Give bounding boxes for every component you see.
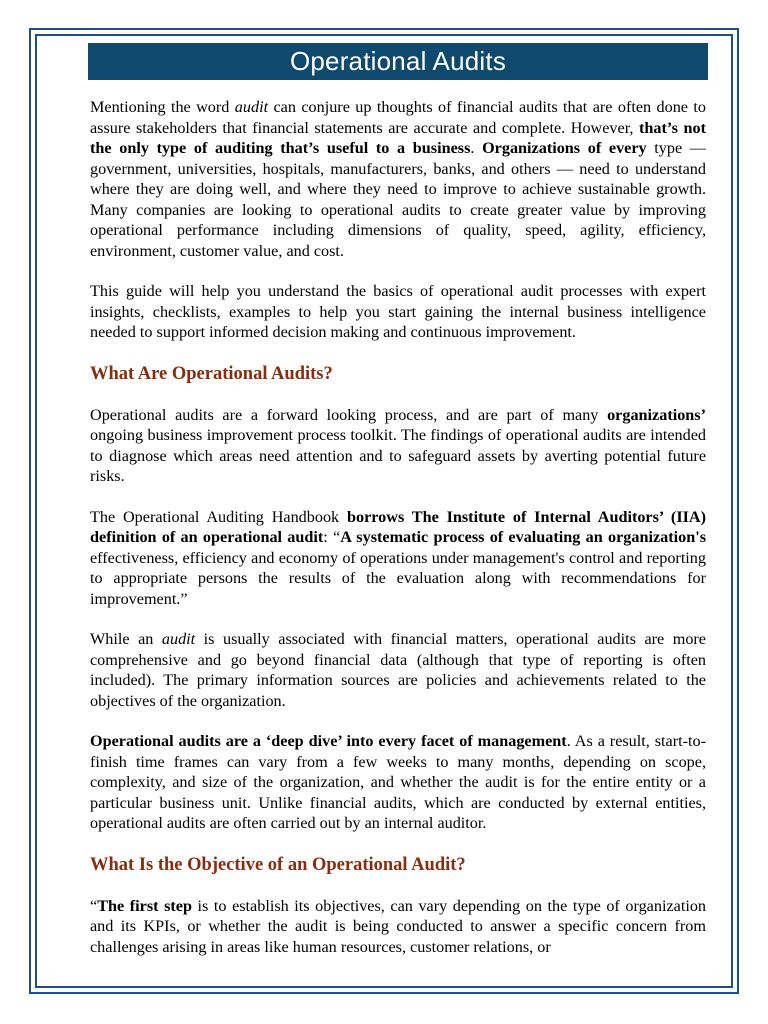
text-run: effectiveness, efficiency and economy of operations under management's control and reporting to appropriate persons the results of the evaluation along with recommendations for improvement.” <box>90 548 706 608</box>
emphasis-audit: audit <box>161 630 196 648</box>
paragraph-intro <box>90 97 706 261</box>
text-run: is to establish its objectives, can vary depending on the type of organization and its KPIs, or whether the audit is being conducted to answer a specific concern from challenges arising in areas like human resources, customer relations, or <box>90 896 707 956</box>
heading-objective-of-operational-audit: What Is the Objective of an Operational Audit? <box>90 854 466 875</box>
text-run: . <box>470 139 483 157</box>
text-run: type — government, universities, hospitals, manufacturers, banks, and others — need to understand where they are doing well, and where they need to improve to achieve sustainable growth. Many companies are looking to operational audits to create greater value by improving operational performance including dimensions of quality, speed, agility, efficiency, environment, customer value, and cost. <box>90 139 706 260</box>
bold-phrase: Operational audits are a ‘deep dive’ into every facet of management <box>90 732 567 750</box>
bold-phrase: borrows The Institute of Internal Auditors’ (IIA) definition of an operational audit <box>90 507 706 546</box>
text-run: . As a result, start-to-finish time frames can vary from a few weeks to many months, depending on scope, complexity, and size of the organization, and whether the audit is for the entire entity or a particular business unit. Unlike financial audits, which are conducted by external entities, operational audits are often carried out by an internal auditor. <box>90 732 706 832</box>
paragraph-financial-matters <box>90 629 706 711</box>
text-run: While an <box>90 630 162 648</box>
text-run: Mentioning the word <box>90 98 235 116</box>
paragraph-deep-dive <box>90 731 706 834</box>
text-run: : “ <box>323 528 341 546</box>
bold-phrase: organizations’ <box>607 405 706 424</box>
paragraph-first-step <box>90 896 706 958</box>
document-body <box>90 97 706 977</box>
text-run: The Operational Auditing Handbook <box>90 507 347 526</box>
text-run: Operational audits are a forward looking process, and are part of many <box>90 405 608 424</box>
title-banner <box>88 43 708 80</box>
emphasis-audit: audit <box>234 98 269 116</box>
text-run: “ <box>90 896 98 915</box>
bold-phrase: A systematic process of evaluating an organization's <box>340 528 707 546</box>
heading-what-are-operational-audits: What Are Operational Audits? <box>90 363 333 384</box>
text-run: is usually associated with financial matters, operational audits are more comprehensive and go beyond financial data (although that type of reporting is often included). The primary information sources are policies and achievements related to the objectives of the organization. <box>90 630 706 710</box>
text-run: can conjure up thoughts of financial audits that are often done to assure stakeholders that financial statements are accurate and complete. However, <box>90 98 706 137</box>
paragraph-guide: This guide will help you understand the basics of operational audit processes with expert insights, checklists, examples to help you start gaining the internal business intelligence needed to support informed decision making and continuous improvement. <box>90 282 706 341</box>
paragraph-handbook-definition <box>90 507 706 610</box>
text-run: ongoing business improvement process toolkit. The findings of operational audits are intended to diagnose which areas need attention and to safeguard assets by averting potential future risks. <box>90 426 706 485</box>
page-title: Operational Audits <box>289 46 507 76</box>
bold-phrase: Organizations of every <box>482 139 647 157</box>
paragraph-forward-looking <box>90 405 706 487</box>
bold-phrase: that’s not the only type of auditing that’s useful to a business <box>90 118 706 157</box>
bold-phrase: The first step <box>97 896 192 915</box>
